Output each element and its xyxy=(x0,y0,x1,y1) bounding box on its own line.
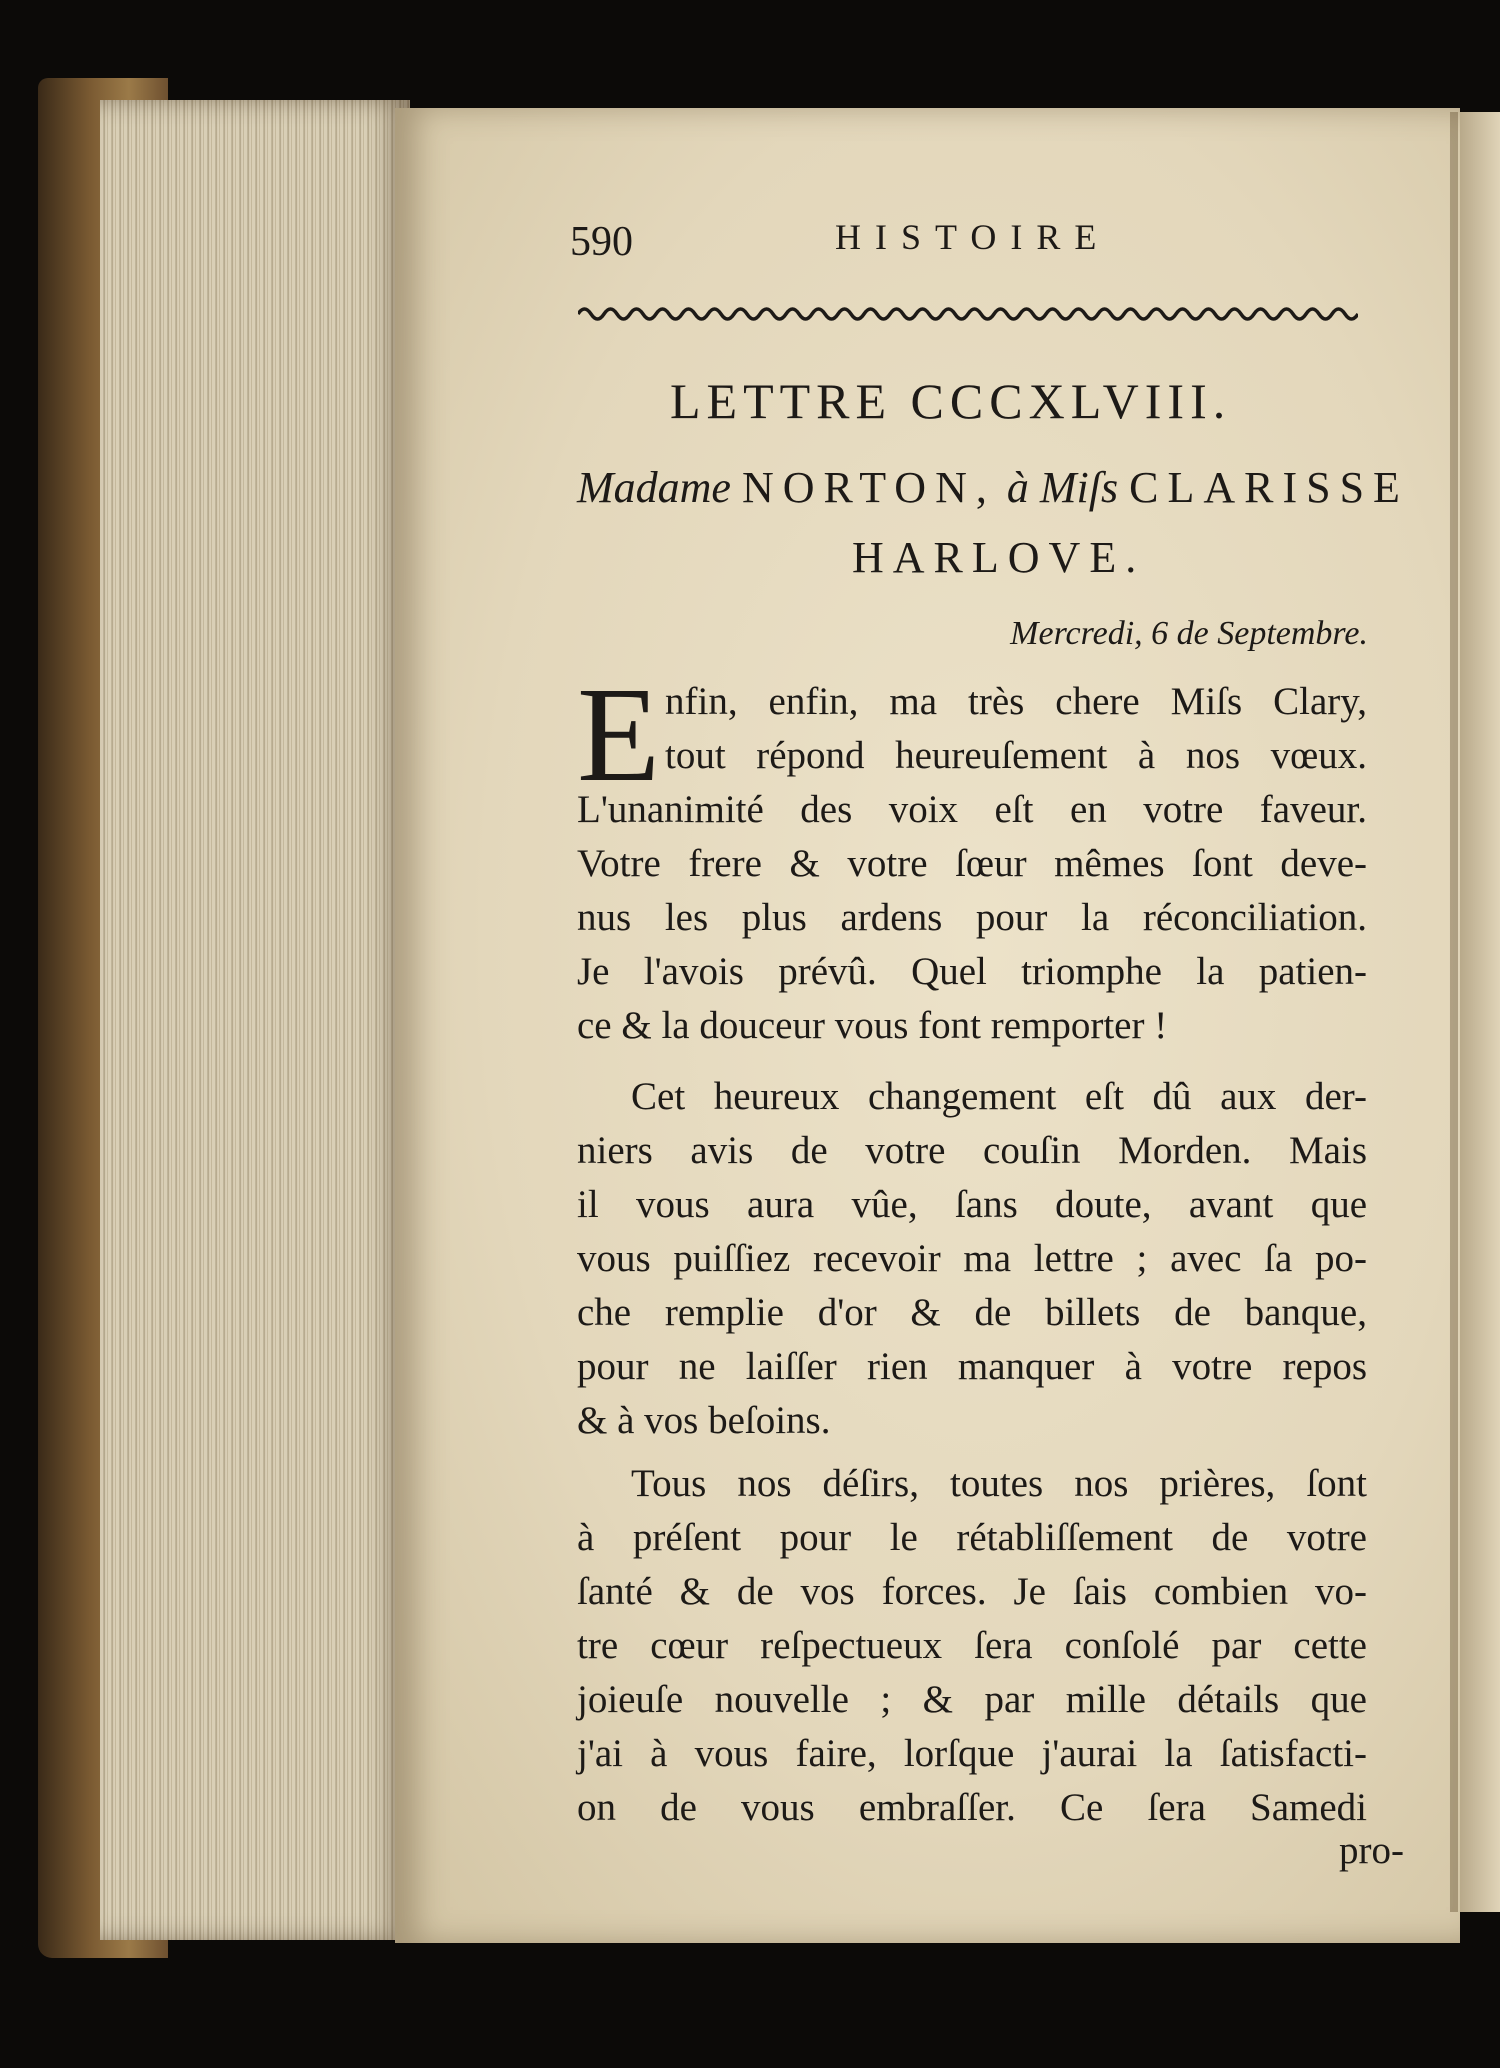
page-number: 590 xyxy=(570,219,633,265)
paragraph-2 xyxy=(577,1070,1367,1448)
text-line: che remplie d'or & de billets de banque, xyxy=(577,1291,1367,1334)
text-line: tout répond heureuſement à nos vœux. xyxy=(665,734,1367,777)
facing-page-edge xyxy=(1460,112,1500,1912)
text-line: joieuſe nouvelle ; & par mille détails que xyxy=(577,1678,1367,1721)
paragraph-1 xyxy=(577,660,1367,1053)
running-head: HISTOIRE xyxy=(835,217,1111,257)
text-line: & à vos beſoins. xyxy=(577,1399,831,1442)
page-edges xyxy=(100,100,410,1940)
text-line: à préſent pour le rétabliſſement de votre xyxy=(577,1516,1367,1559)
address-harlove: HARLOVE. xyxy=(852,533,1146,582)
text-line: ſanté & de vos forces. Je ſais combien vo- xyxy=(577,1570,1367,1613)
text-line: Je l'avois prévû. Quel triomphe la patien- xyxy=(577,950,1367,993)
text-line: Cet heureux changement eſt dû aux der- xyxy=(631,1075,1367,1118)
address-madame: Madame xyxy=(577,463,731,512)
text-line: vous puiſſiez recevoir ma lettre ; avec ſa po- xyxy=(577,1237,1367,1280)
text-line: nus les plus ardens pour la réconciliation. xyxy=(577,896,1367,939)
dateline: Mercredi, 6 de Septembre. xyxy=(1010,615,1368,652)
text-line: ce & la douceur vous font remporter ! xyxy=(577,1004,1168,1047)
letter-address xyxy=(577,462,1409,513)
text-line: L'unanimité des voix eſt en votre faveur. xyxy=(577,788,1367,831)
paragraph-3 xyxy=(577,1457,1367,1835)
text-line: nfin, enfin, ma très chere Miſs Clary, xyxy=(665,680,1367,723)
ornamental-rule xyxy=(578,300,1358,328)
address-a: à xyxy=(1006,463,1029,512)
catchword: pro- xyxy=(1339,1829,1404,1872)
text-line: Tous nos déſirs, toutes nos prières, ſont xyxy=(631,1462,1367,1505)
drop-cap-letter: E xyxy=(577,660,661,810)
text-line: tre cœur reſpectueux ſera conſolé par cette xyxy=(577,1624,1367,1667)
text-line: on de vous embraſſer. Ce ſera Samedi xyxy=(577,1786,1367,1829)
page-gutter xyxy=(1450,112,1458,1912)
letter-title: LETTRE CCCXLVIII. xyxy=(670,373,1232,429)
text-line: j'ai à vous faire, lorſque j'aurai la ſatisfacti- xyxy=(577,1732,1367,1775)
text-line: niers avis de votre couſin Morden. Mais xyxy=(577,1129,1367,1172)
text-line: pour ne laiſſer rien manquer à votre repos xyxy=(577,1345,1367,1388)
text-line: Votre frere & votre ſœur mêmes ſont deve- xyxy=(577,842,1367,885)
address-norton: NORTON, xyxy=(741,463,996,512)
text-line: il vous aura vûe, ſans doute, avant que xyxy=(577,1183,1367,1226)
address-miss: Miſs xyxy=(1039,463,1119,512)
address-clarisse: CLARISSE xyxy=(1129,463,1409,512)
